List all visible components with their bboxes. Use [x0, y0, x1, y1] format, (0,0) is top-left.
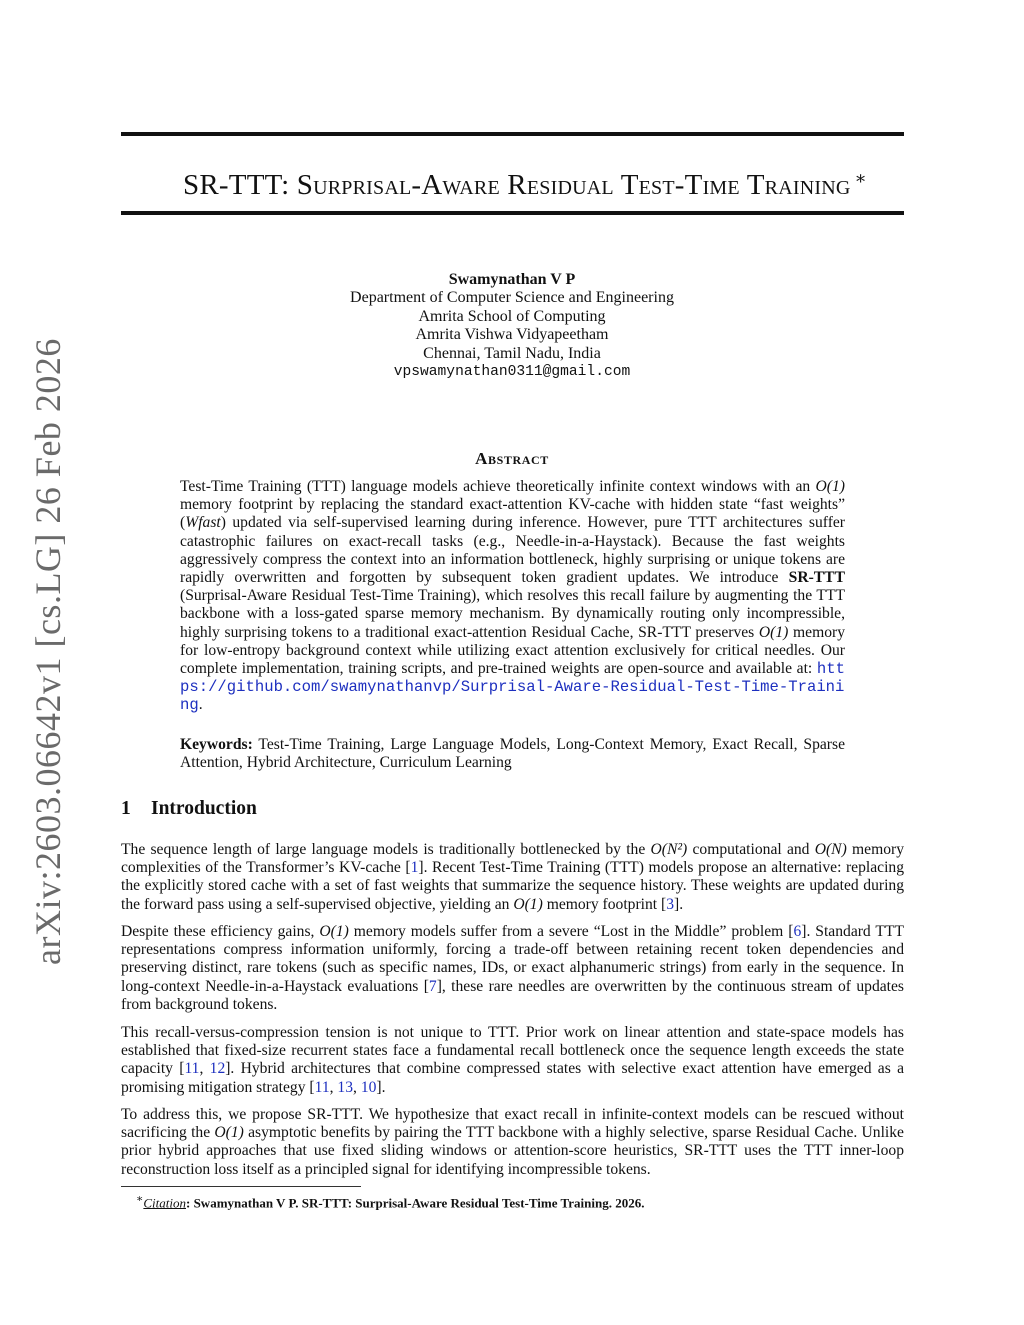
- arxiv-identifier-stamp: arXiv:2603.06642v1 [cs.LG] 26 Feb 2026: [28, 338, 68, 965]
- citation-link[interactable]: 12: [209, 1060, 226, 1078]
- paragraph-text: computational and: [687, 841, 815, 858]
- paragraph-text: asymptotic benefits by pairing the TTT backbone with a highly selective, sparse Residual Cache. Unlike prior hybrid approaches that use fixed sliding windows or attention-score heuristics, SR-TTT uses the TTT inner-loop reconstruction loss itself as a principled signal for identifying incompressible tokens.: [121, 1124, 904, 1178]
- intro-paragraph-2: [121, 923, 904, 1014]
- title-footnote-marker: ∗: [854, 168, 867, 188]
- paragraph-text: memory models suffer from a severe “Lost in the Middle” problem [: [348, 923, 794, 940]
- footnote-divider: [121, 1186, 361, 1187]
- intro-paragraph-4: [121, 1106, 904, 1179]
- intro-paragraph-3: [121, 1024, 904, 1097]
- citation-link[interactable]: 3: [666, 895, 675, 913]
- keywords: [180, 736, 845, 772]
- citation-link[interactable]: 7: [428, 977, 437, 995]
- citation-link[interactable]: 1: [410, 859, 419, 877]
- author-university: Amrita Vishwa Vidyapeetham: [415, 326, 609, 344]
- citation-link[interactable]: 11: [184, 1060, 200, 1078]
- paragraph-text: memory complexities of the Transformer’s KV-cache [: [121, 841, 904, 877]
- paragraph-text: Despite these efficiency gains,: [121, 923, 320, 940]
- paragraph-text: ], these rare needles are overwritten by the continuous stream of updates from background tokens.: [121, 977, 904, 1013]
- github-repository-link[interactable]: https://github.com/swamynathanvp/Surprisal-Aware-Residual-Test-Time-Training: [180, 660, 845, 715]
- math-expression: O(1): [513, 895, 543, 913]
- paragraph-text: ,: [329, 1078, 338, 1096]
- abstract-text: ) updated via self-supervised learning during inference. However, pure TTT architectures suffer catastrophic failures on exact-recall tasks (e.g., Needle-in-a-Haystack). Because the fast weights aggressively compress the context into an information bottleneck, highly surprising or unique tokens are rapidly overwritten and forgotten by subsequent token gradient updates. We introduce: [180, 514, 845, 587]
- citation-link[interactable]: 11: [314, 1078, 330, 1096]
- citation-link[interactable]: 6: [793, 923, 802, 940]
- paper-title: [121, 158, 929, 205]
- abstract-heading: Abstract: [475, 449, 549, 468]
- citation-link[interactable]: 13: [337, 1078, 354, 1096]
- footnote-label: Citation: [143, 1195, 186, 1211]
- section-title: Introduction: [151, 798, 257, 819]
- abstract-text: Test-Time Training (TTT) language models achieve theoretically infinite context windows with an: [180, 478, 816, 495]
- math-expression: Wfast: [185, 514, 221, 532]
- paragraph-text: ].: [376, 1078, 386, 1096]
- paragraph-text: The sequence length of large language models is traditionally bottlenecked by the: [121, 841, 651, 858]
- footnote: [136, 1191, 896, 1211]
- math-expression: O(N²): [650, 841, 688, 858]
- model-name-bold: SR-TTT: [788, 569, 845, 587]
- author-school: Amrita School of Computing: [418, 307, 606, 325]
- author-name: Swamynathan V P: [448, 271, 576, 288]
- author-email-link[interactable]: vpswamynathan0311@gmail.com: [393, 364, 631, 381]
- author-department: Department of Computer Science and Engineering: [350, 289, 674, 307]
- paragraph-text: This recall-versus-compression tension is not unique to TTT. Prior work on linear attention and state-space models has established that fixed-size recurrent states face a fundamental recall bottleneck once the sequence length exceeds the state capacity [: [121, 1024, 904, 1078]
- keywords-list: Test-Time Training, Large Language Models, Long-Context Memory, Exact Recall, Sparse Attention, Hybrid Architecture, Curriculum Learning: [180, 736, 845, 772]
- paragraph-text: ].: [674, 895, 684, 913]
- abstract-text: (Surprisal-Aware Residual Test-Time Training), which resolves this recall failure by augmenting the TTT backbone with a loss-gated sparse memory mechanism. By dynamically routing only incompressible, highly surprising tokens to a traditional exact-attention Residual Cache, SR-TTT preserves: [180, 587, 845, 641]
- paragraph-text: ]. Recent Test-Time Training (TTT) models propose an alternative: replacing the explicitly stored cache with a set of fast weights that summarize the sequence history. These weights are updated during the forward pass using a self-supervised objective, yielding an: [121, 859, 904, 913]
- title-rule-bottom: [121, 211, 904, 215]
- author-block: [212, 271, 812, 381]
- paragraph-text: ,: [353, 1078, 361, 1096]
- title-rule-top: [121, 132, 904, 136]
- math-expression: O(1): [214, 1124, 244, 1142]
- keywords-label: Keywords:: [180, 736, 253, 753]
- abstract-text: memory for low-entropy background context while utilizing exact attention exclusively for critical needles. Our complete implementation, training scripts, and pre-trained weights are open-source and available at:: [180, 623, 845, 678]
- abstract-text: memory footprint by replacing the standard exact-attention KV-cache with hidden state “fast weights” (: [180, 496, 845, 532]
- paragraph-text: To address this, we propose SR-TTT. We hypothesize that exact recall in infinite-context models can be rescued without sacrificing the: [121, 1106, 904, 1142]
- paragraph-text: ,: [199, 1060, 210, 1078]
- author-location: Chennai, Tamil Nadu, India: [423, 344, 601, 362]
- paragraph-text: memory footprint [: [542, 895, 667, 913]
- footnote-text: : Swamynathan V P. SR-TTT: Surprisal-Aware Residual Test-Time Training. 2026.: [186, 1195, 645, 1211]
- math-expression: O(N): [814, 841, 847, 858]
- title-text: SR-TTT: Surprisal-Aware Residual Test-Time Training: [183, 169, 851, 201]
- math-expression: O(1): [758, 623, 789, 641]
- intro-paragraph-1: [121, 841, 904, 914]
- section-number: 1: [121, 798, 131, 819]
- footnote-marker: ∗: [136, 1193, 144, 1205]
- abstract-text: .: [198, 696, 203, 714]
- math-expression: O(1): [815, 478, 845, 495]
- section-heading-introduction: [121, 798, 257, 820]
- paragraph-text: ]. Standard TTT representations compress information uniformly, forcing a trade-off between retaining recent token dependencies and preserving distinct, rare tokens (such as specific names, IDs, or exact alphanumeric strings) from early in the sequence. In long-context Needle-in-a-Haystack evaluations [: [121, 923, 904, 995]
- abstract-body: [180, 478, 845, 715]
- paragraph-text: ]. Hybrid architectures that combine compressed states with selective exact attention have emerged as a promising mitigation strategy [: [121, 1060, 904, 1096]
- citation-link[interactable]: 10: [360, 1078, 377, 1096]
- math-expression: O(1): [319, 923, 349, 940]
